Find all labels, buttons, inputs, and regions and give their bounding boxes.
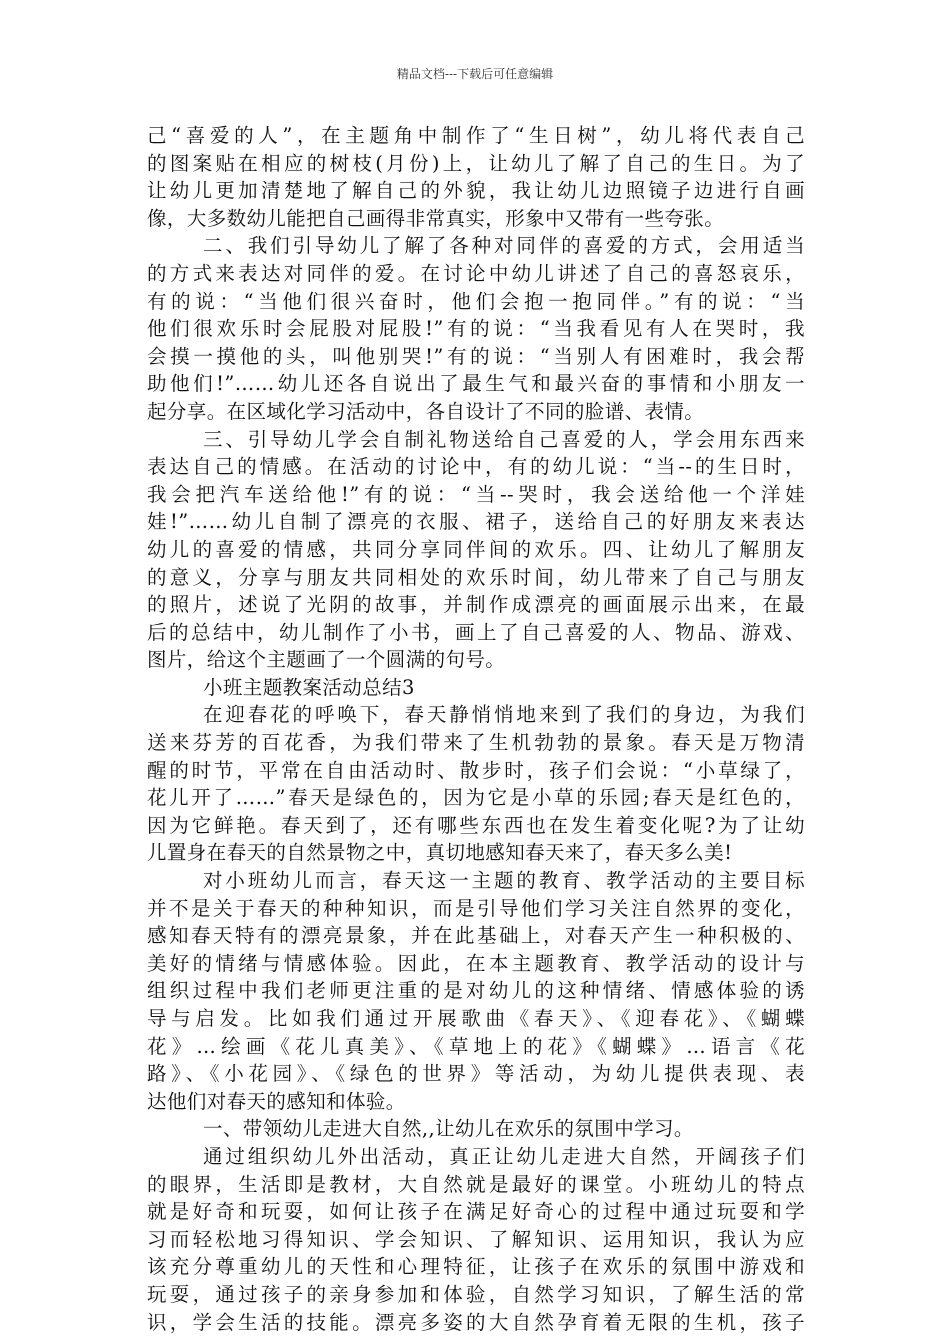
page-header: 精品文档---下载后可任意编辑: [396, 67, 554, 81]
text-line: 达他们对春天的感知和体验。: [147, 1089, 406, 1113]
text-line: 起分享。在区域化学习活动中，各自设计了不同的脸谱、表情。: [147, 399, 705, 423]
text-line: 并不是关于春天的种种知识，而是引导他们学习关注自然界的变化，: [147, 896, 805, 920]
text-line: 通过组织幼儿外出活动，真正让幼儿走进大自然，开阔孩子们: [203, 1144, 805, 1168]
text-line: 识，学会生活的技能。漂亮多姿的大自然孕育着无限的生机，孩子: [147, 1310, 805, 1334]
text-line: 我会把汽车送给他!”有的说：“当--哭时，我会送给他一个洋娃: [147, 482, 805, 506]
text-line: 他们很欢乐时会屁股对屁股!”有的说：“当我看见有人在哭时，我: [147, 317, 805, 341]
text-line: 二、我们引导幼儿了解了各种对同伴的喜爱的方式，会用适当: [203, 234, 805, 258]
text-line: 小班主题教案活动总结3: [203, 675, 415, 699]
text-line: 儿置身在春天的自然景物之中，真切地感知春天来了，春天多么美!: [147, 841, 733, 865]
text-line: 的眼界，生活即是教材，大自然就是最好的课堂。小班幼儿的特点: [147, 1172, 805, 1196]
text-line: 花儿开了……”春天是绿色的，因为它是小草的乐园;春天是红色的，: [147, 786, 805, 810]
text-line: 送来芬芳的百花香，为我们带来了生机勃勃的景象。春天是万物清: [147, 731, 805, 755]
text-line: 在迎春花的呼唤下，春天静悄悄地来到了我们的身边，为我们: [203, 703, 805, 727]
text-line: 让幼儿更加清楚地了解自己的外貌，我让幼儿边照镜子边进行自画: [147, 179, 805, 203]
text-line: 的意义，分享与朋友共同相处的欢乐时间，幼儿带来了自己与朋友: [147, 565, 805, 589]
text-line: 组织过程中我们老师更注重的是对幼儿的这种情绪、情感体验的诱: [147, 979, 805, 1003]
text-line: 有的说：“当他们很兴奋时，他们会抱一抱同伴。”有的说：“当: [147, 289, 805, 313]
text-line: 助他们!”……幼儿还各自说出了最生气和最兴奋的事情和小朋友一: [147, 372, 805, 396]
text-line: 导与启发。比如我们通过开展歌曲《春天》、《迎春花》、《蝴蝶: [147, 1007, 805, 1030]
text-line: 习而轻松地习得知识、学会知识、了解知识、运用知识，我认为应: [147, 1227, 805, 1251]
text-line: 三、引导幼儿学会自制礼物送给自己喜爱的人，学会用东西来: [203, 427, 805, 451]
text-line: 感知春天特有的漂亮景象，并在此基础上，对春天产生一种积极的、: [147, 924, 805, 948]
text-line: 己“喜爱的人”，在主题角中制作了“生日树”，幼儿将代表自己: [147, 124, 805, 147]
text-line: 就是好奇和玩耍，如何让孩子在满足好奇心的过程中通过玩耍和学: [147, 1200, 805, 1224]
text-line: 娃!”……幼儿自制了漂亮的衣服、裙子，送给自己的好朋友来表达: [147, 510, 805, 534]
text-line: 因为它鲜艳。春天到了，还有哪些东西也在发生着变化呢?为了让幼: [147, 813, 805, 837]
text-line: 的照片，述说了光阴的故事，并制作成漂亮的画面展示出来，在最: [147, 593, 805, 617]
text-line: 玩耍，通过孩子的亲身参加和体验，自然学习知识，了解生活的常: [147, 1282, 805, 1306]
text-line: 幼儿的喜爱的情感，共同分享同伴间的欢乐。四、让幼儿了解朋友: [147, 537, 805, 561]
document-body: [147, 122, 805, 1336]
text-line: 美好的情绪与情感体验。因此，在本主题教育、教学活动的设计与: [147, 951, 805, 975]
text-line: 一、带领幼儿走进大自然,,让幼儿在欢乐的氛围中学习。: [203, 1117, 694, 1141]
text-line: 的图案贴在相应的树枝(月份)上，让幼儿了解了自己的生日。为了: [147, 151, 805, 175]
text-line: 像，大多数幼儿能把自己画得非常真实，形象中又带有一些夸张。: [147, 206, 725, 230]
text-line: 醒的时节，平常在自由活动时、散步时，孩子们会说：“小草绿了，: [147, 758, 805, 782]
text-line: 对小班幼儿而言，春天这一主题的教育、教学活动的主要目标: [203, 869, 805, 893]
text-line: 图片，给这个主题画了一个圆满的句号。: [147, 648, 506, 672]
text-line: 表达自己的情感。在活动的讨论中，有的幼儿说：“当--的生日时，: [147, 455, 805, 479]
text-line: 该充分尊重幼儿的天性和心理特征，让孩子在欢乐的氛围中游戏和: [147, 1255, 805, 1279]
text-line: 花》…绘画《花儿真美》、《草地上的花》《蝴蝶》…语言《花: [147, 1034, 805, 1058]
text-line: 的方式来表达对同伴的爱。在讨论中幼儿讲述了自己的喜怒哀乐，: [147, 261, 805, 285]
text-line: 路》、《小花园》、《绿色的世界》等活动，为幼儿提供表现、表: [147, 1062, 805, 1086]
text-line: 会摸一摸他的头，叫他别哭!”有的说：“当别人有困难时，我会帮: [147, 344, 805, 368]
text-line: 后的总结中，幼儿制作了小书，画上了自己喜爱的人、物品、游戏、: [147, 620, 805, 644]
